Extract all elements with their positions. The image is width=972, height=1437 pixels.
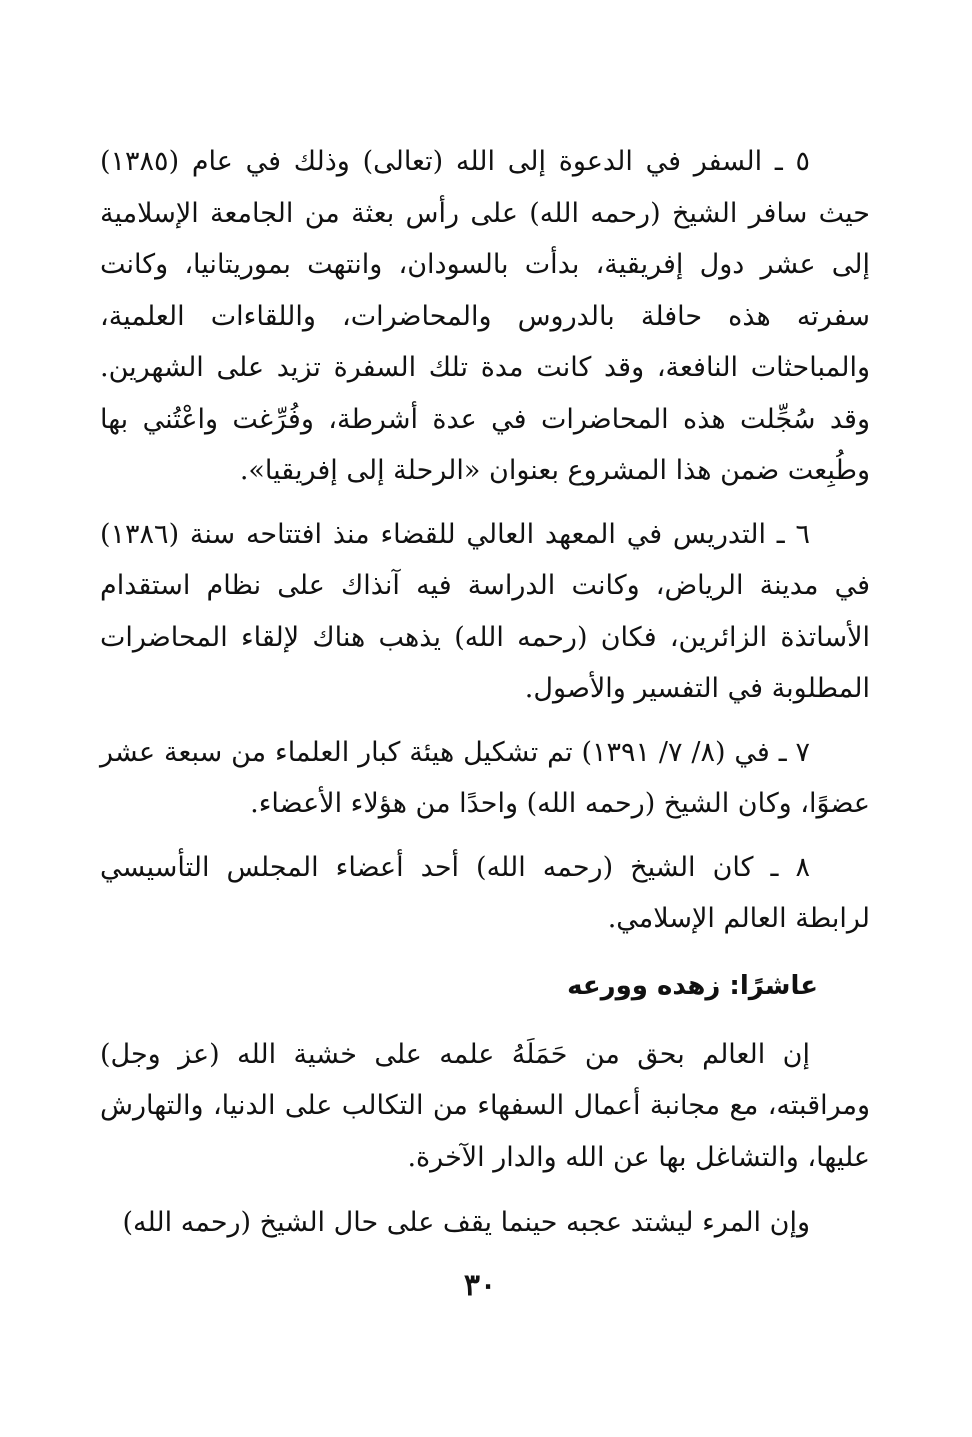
paragraph-continuation: وإن المرء ليشتد عجبه حينما يقف على حال الشيخ (رحمه الله) [122,1207,810,1238]
paragraph-item-7: ٧ ـ في (٨/ ٧/ ١٣٩١) تم تشكيل هيئة كبار العلماء من سبعة عشر عضوًا، وكان الشيخ (رحمه الله) واحدًا من هؤلاء الأعضاء. [100,736,870,819]
paragraph-item-5: ٥ ـ السفر في الدعوة إلى الله (تعالى) وذلك في عام (١٣٨٥) حيث سافر الشيخ (رحمه الله) على رأس بعثة من الجامعة الإسلامية إلى عشر دول إفريقية، بدأت بالسودان، وانتهت بموريتانيا، وكانت سفرته هذه حافلة بالدروس والمحاضرات، واللقاءات العلمية، والمباحثات النافعة، وقد كانت مدة تلك السفرة تزيد على الشهرين. وقد سُجِّلت هذه المحاضرات في عدة أشرطة، وفُرِّغت واعْتُني بها وطُبِعت ضمن هذا المشروع بعنوان «الرحلة إلى إفريقيا». [100,146,870,486]
paragraph-item-6: ٦ ـ التدريس في المعهد العالي للقضاء منذ افتتاحه سنة (١٣٨٦) في مدينة الرياض، وكانت الدراسة فيه آنذاك على نظام استقدام الأساتذة الزائرين، فكان (رحمه الله) يذهب هناك لإلقاء المحاضرات المطلوبة في التفسير والأصول. [100,518,870,704]
paragraph-item-8: ٨ ـ كان الشيخ (رحمه الله) أحد أعضاء المجلس التأسيسي لرابطة العالم الإسلامي. [100,851,870,934]
paragraph-asceticism: إن العالم بحق من حَمَلَهُ علمه على خشية الله (عز وجل) ومراقبته، مع مجانبة أعمال السفهاء من التكالب على الدنيا، والتهارش عليها، والتشاغل بها عن الله والدار الآخرة. [100,1038,870,1173]
page-number: ٣٠ [463,1268,497,1303]
section-heading: عاشرًا: زهده وورعه [567,970,818,1001]
page-body [100,136,870,1249]
